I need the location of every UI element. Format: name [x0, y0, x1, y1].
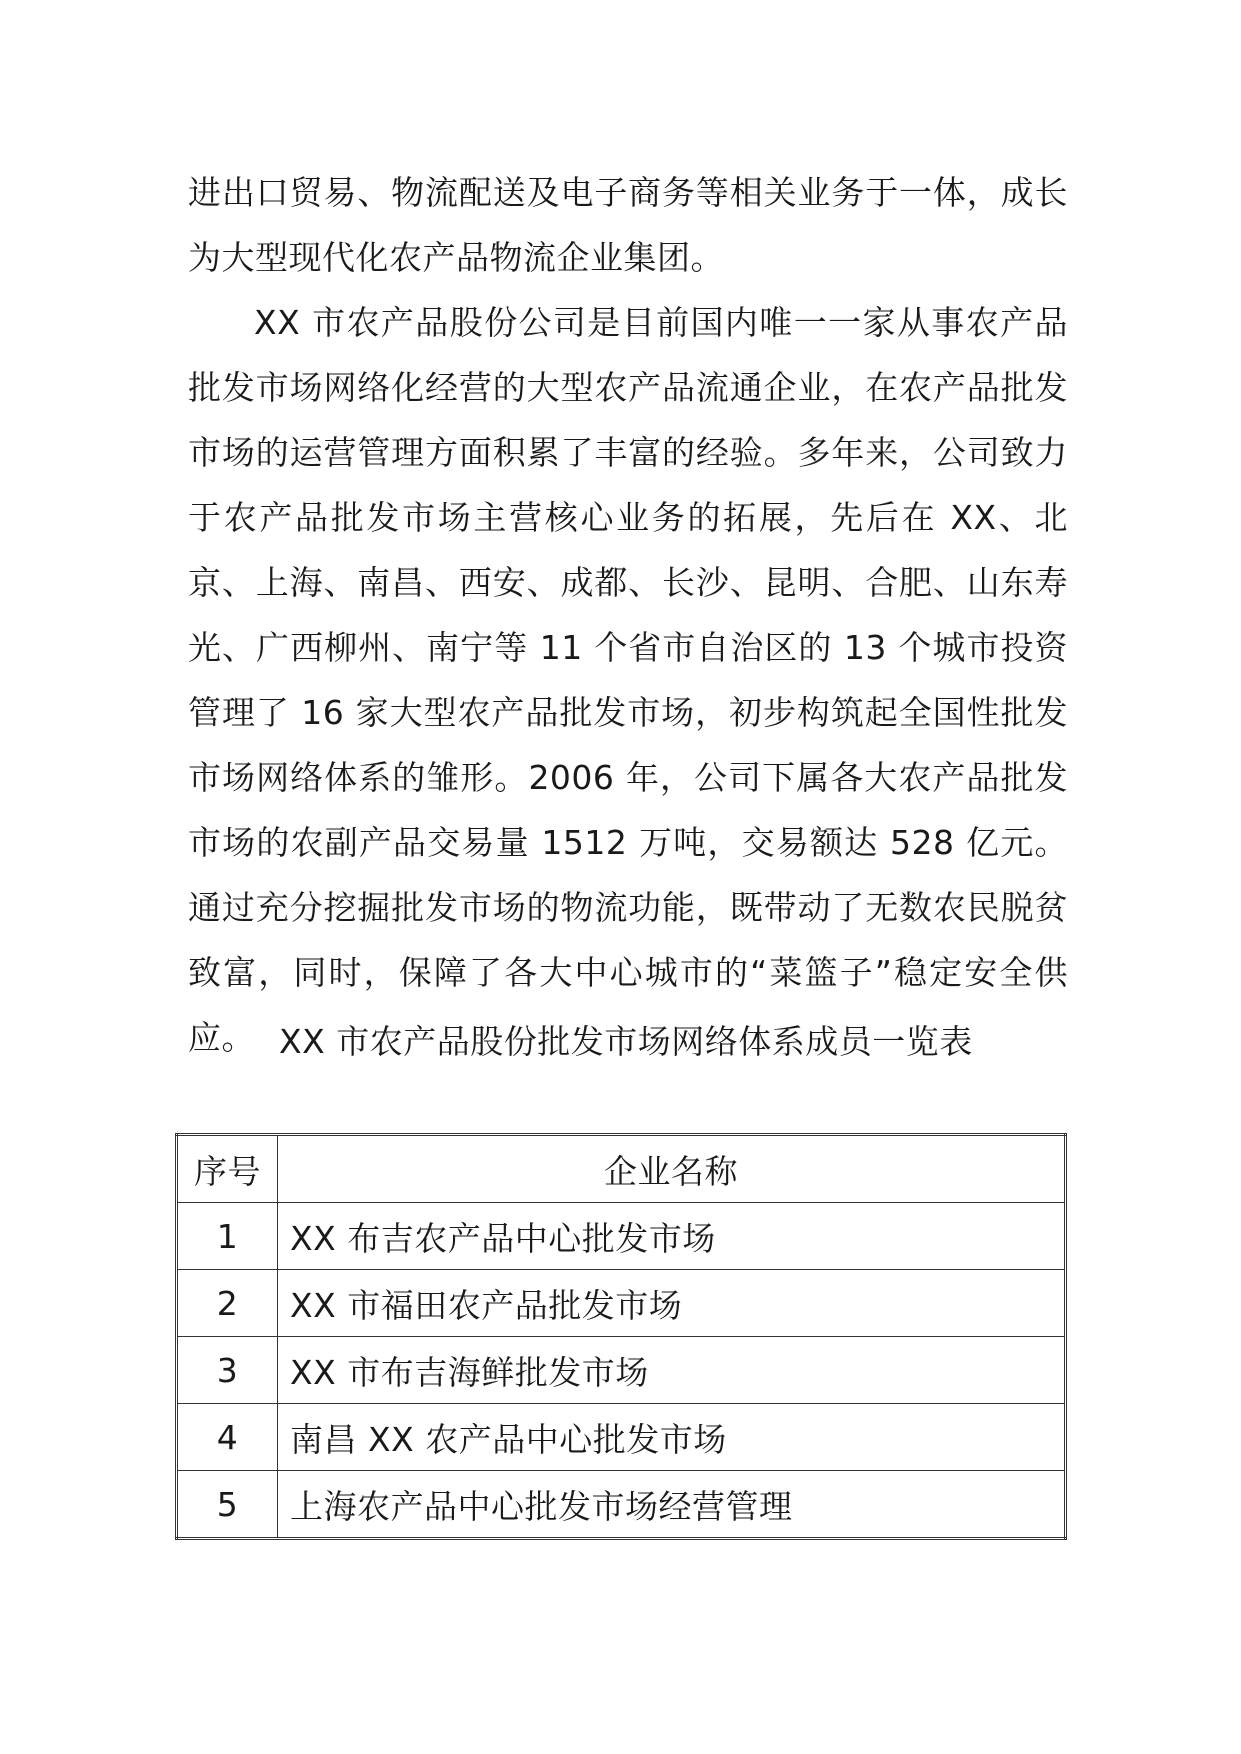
paragraph-1 [188, 160, 1068, 290]
table-row [177, 1471, 1066, 1539]
row-company-name: XX 市布吉海鲜批发市场 [278, 1337, 1066, 1404]
table-row [177, 1404, 1066, 1471]
table-row [177, 1203, 1066, 1270]
row-number: 1 [177, 1203, 278, 1270]
row-company-name: XX 市福田农产品批发市场 [278, 1270, 1066, 1337]
members-table [175, 1133, 1067, 1540]
row-number: 2 [177, 1270, 278, 1337]
table-row [177, 1270, 1066, 1337]
row-number: 5 [177, 1471, 278, 1539]
paragraph-2 [188, 290, 1068, 1070]
header-serial-number: 序号 [177, 1135, 278, 1203]
row-company-name: 上海农产品中心批发市场经营管理 [278, 1471, 1066, 1539]
row-number: 4 [177, 1404, 278, 1471]
row-number: 3 [177, 1337, 278, 1404]
row-company-name: XX 布吉农产品中心批发市场 [278, 1203, 1066, 1270]
table-header-row [177, 1135, 1066, 1203]
table-title: XX 市农产品股份批发市场网络体系成员一览表 [279, 1022, 973, 1061]
header-company-name: 企业名称 [278, 1135, 1066, 1203]
paragraph-2-text: XX 市农产品股份公司是目前国内唯一一家从事农产品批发市场网络化经营的大型农产品流通企业，在农产品批发市场的运营管理方面积累了丰富的经验。多年来，公司致力于农产品批发市场主营核心业务的拓展，先后在 XX、北京、上海、南昌、西安、成都、长沙、昆明、合肥、山东寿光、广西柳州、南宁等 11 个省市自治区的 13 个城市投资管理了 16 家大型农产品批发市场，初步构筑起全国性批发市场网络体系的雏形。2006 年，公司下属各大农产品批发市场的农副产品交易量 1512 万吨，交易额达 528 亿元。通过充分挖掘批发市场的物流功能，既带动了无数农民脱贫致富，同时，保障了各大中心城市的“菜篮子”稳定安全供应。 [188, 303, 1068, 1057]
row-company-name: 南昌 XX 农产品中心批发市场 [278, 1404, 1066, 1471]
paragraph-1-text: 进出口贸易、物流配送及电子商务等相关业务于一体，成长为大型现代化农产品物流企业集团。 [188, 173, 1068, 277]
table-row [177, 1337, 1066, 1404]
